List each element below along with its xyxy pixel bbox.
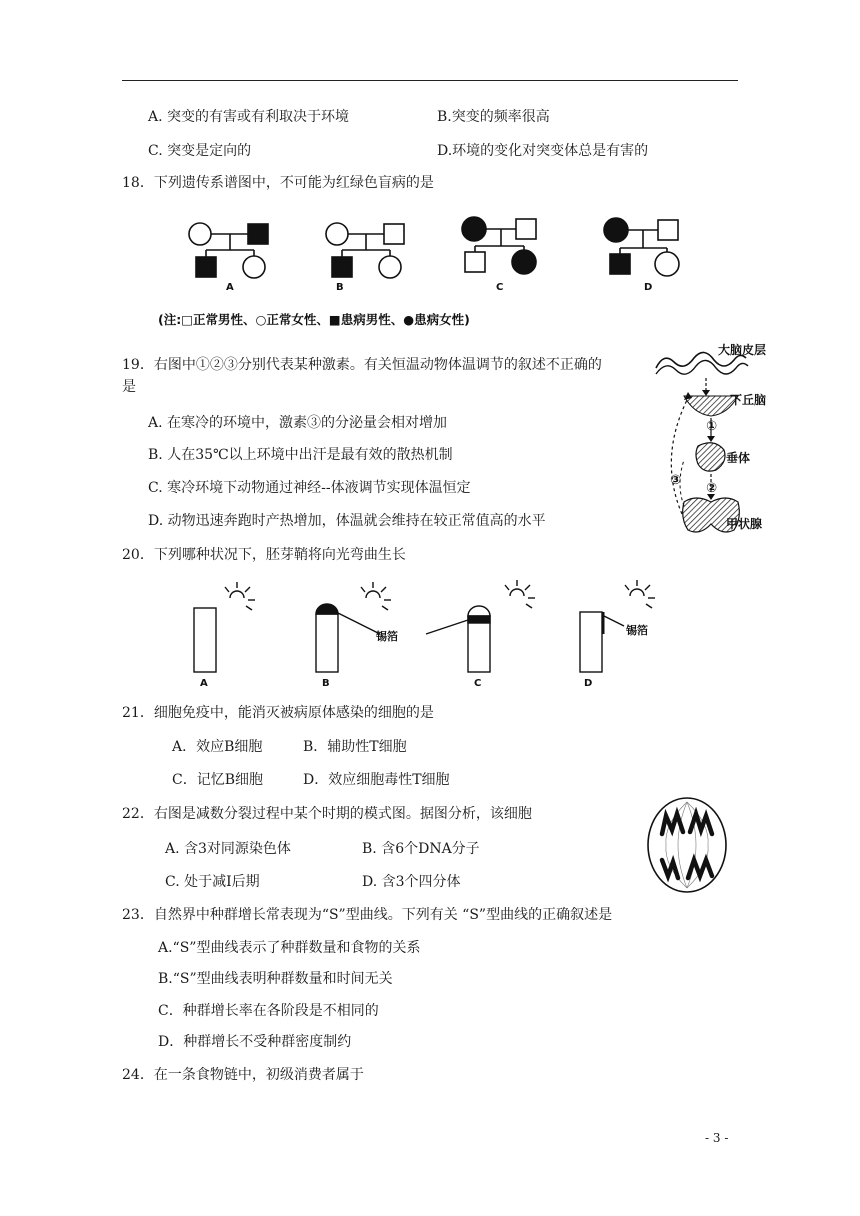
pedigree-legend-note: (注:□正常男性、○正常女性、■患病男性、●患病女性) [158,312,470,327]
q21-option-d: D．效应细胞毒性T细胞 [303,772,450,788]
pedigree-label-a: A [226,282,234,293]
pedigree-label-b: B [336,282,344,293]
coleoptile-c [468,616,490,672]
q19-option-b: B. 人在35℃以上环境中出汗是最有效的散热机制 [148,447,453,463]
q21-option-a: A．效应B细胞 [172,739,263,755]
sun-icon [361,582,391,610]
q19-option-c: C. 寒冷环境下动物通过神经--体液调节实现体温恒定 [148,480,471,496]
coleoptile-d [580,612,602,672]
q19-option-d: D. 动物迅速奔跑时产热增加，体温就会维持在较正常值高的水平 [148,513,546,529]
q20-stem: 20．下列哪种状况下，胚芽鞘将向光弯曲生长 [122,547,406,563]
q23-option-d: D．种群增长不受种群密度制约 [158,1034,352,1050]
q22-option-a: A. 含3对同源染色体 [165,841,291,857]
coleoptile-label-d: D [584,678,593,689]
q17-option-b: B.突变的频率很高 [437,109,550,125]
q24-stem: 24．在一条食物链中，初级消费者属于 [122,1067,364,1083]
q19-option-a: A. 在寒冷的环境中，激素③的分泌量会相对增加 [148,415,448,431]
sun-icon [225,582,255,610]
label-thyroid: 甲状腺 [726,517,763,531]
q19-stem-line1: 19．右图中①②③分别代表某种激素。有关恒温动物体温调节的叙述不正确的 [122,357,602,373]
q19-stem-line2: 是 [122,379,136,395]
q22-stem: 22．右图是减数分裂过程中某个时期的模式图。据图分析，该细胞 [122,806,532,822]
pedigree-d [604,218,679,276]
coleoptile-label-a: A [200,678,208,689]
q22-option-c: C. 处于减Ⅰ后期 [165,874,260,890]
q18-stem: 18．下列遗传系谱图中，不可能为红绿色盲病的是 [122,175,434,191]
thermoregulation-figure [654,338,780,538]
pedigree-figure [150,210,710,340]
pedigree-c [462,217,536,274]
coleoptile-b [316,614,338,672]
q17-option-c: C. 突变是定向的 [148,143,252,159]
page-number: - 3 - [705,1131,729,1145]
sun-icon [625,580,655,608]
q22-option-d: D. 含3个四分体 [362,874,461,890]
label-hormone-2: ② [706,481,718,496]
pedigree-label-c: C [496,282,504,293]
coleoptile-a [194,608,216,672]
q22-option-b: B. 含6个DNA分子 [362,841,480,857]
header-rule [122,80,738,81]
coleoptile-figure [180,578,670,692]
sun-icon [505,580,535,608]
label-pituitary: 垂体 [726,451,751,465]
label-foil: 锡箔 [626,624,648,637]
q23-option-c: C．种群增长率在各阶段是不相同的 [158,1003,379,1019]
label-hypothalamus: 下丘脑 [730,393,767,407]
label-hormone-1: ① [706,419,718,434]
label-cortex: 大脑皮层 [718,343,767,357]
q23-option-b: B.“S”型曲线表明种群数量和时间无关 [158,971,393,987]
label-hormone-3: ③ [670,473,682,488]
label-foil: 锡箔 [376,630,398,643]
q23-stem: 23．自然界中种群增长常表现为“S”型曲线。下列有关 “S”型曲线的正确叙述是 [122,907,613,923]
q21-stem: 21．细胞免疫中，能消灭被病原体感染的细胞的是 [122,705,434,721]
q21-option-b: B．辅助性T细胞 [303,739,407,755]
coleoptile-label-c: C [474,678,482,689]
coleoptile-label-b: B [322,678,330,689]
meiosis-cell-figure [644,794,730,896]
q17-option-d: D.环境的变化对突变体总是有害的 [437,143,649,159]
pedigree-a [189,223,268,278]
q17-option-a: A. 突变的有害或有利取决于环境 [148,109,350,125]
pedigree-b [326,223,404,278]
q21-option-c: C．记忆B细胞 [172,772,263,788]
pedigree-label-d: D [644,282,653,293]
q23-option-a: A.“S”型曲线表示了种群数量和食物的关系 [158,940,421,956]
